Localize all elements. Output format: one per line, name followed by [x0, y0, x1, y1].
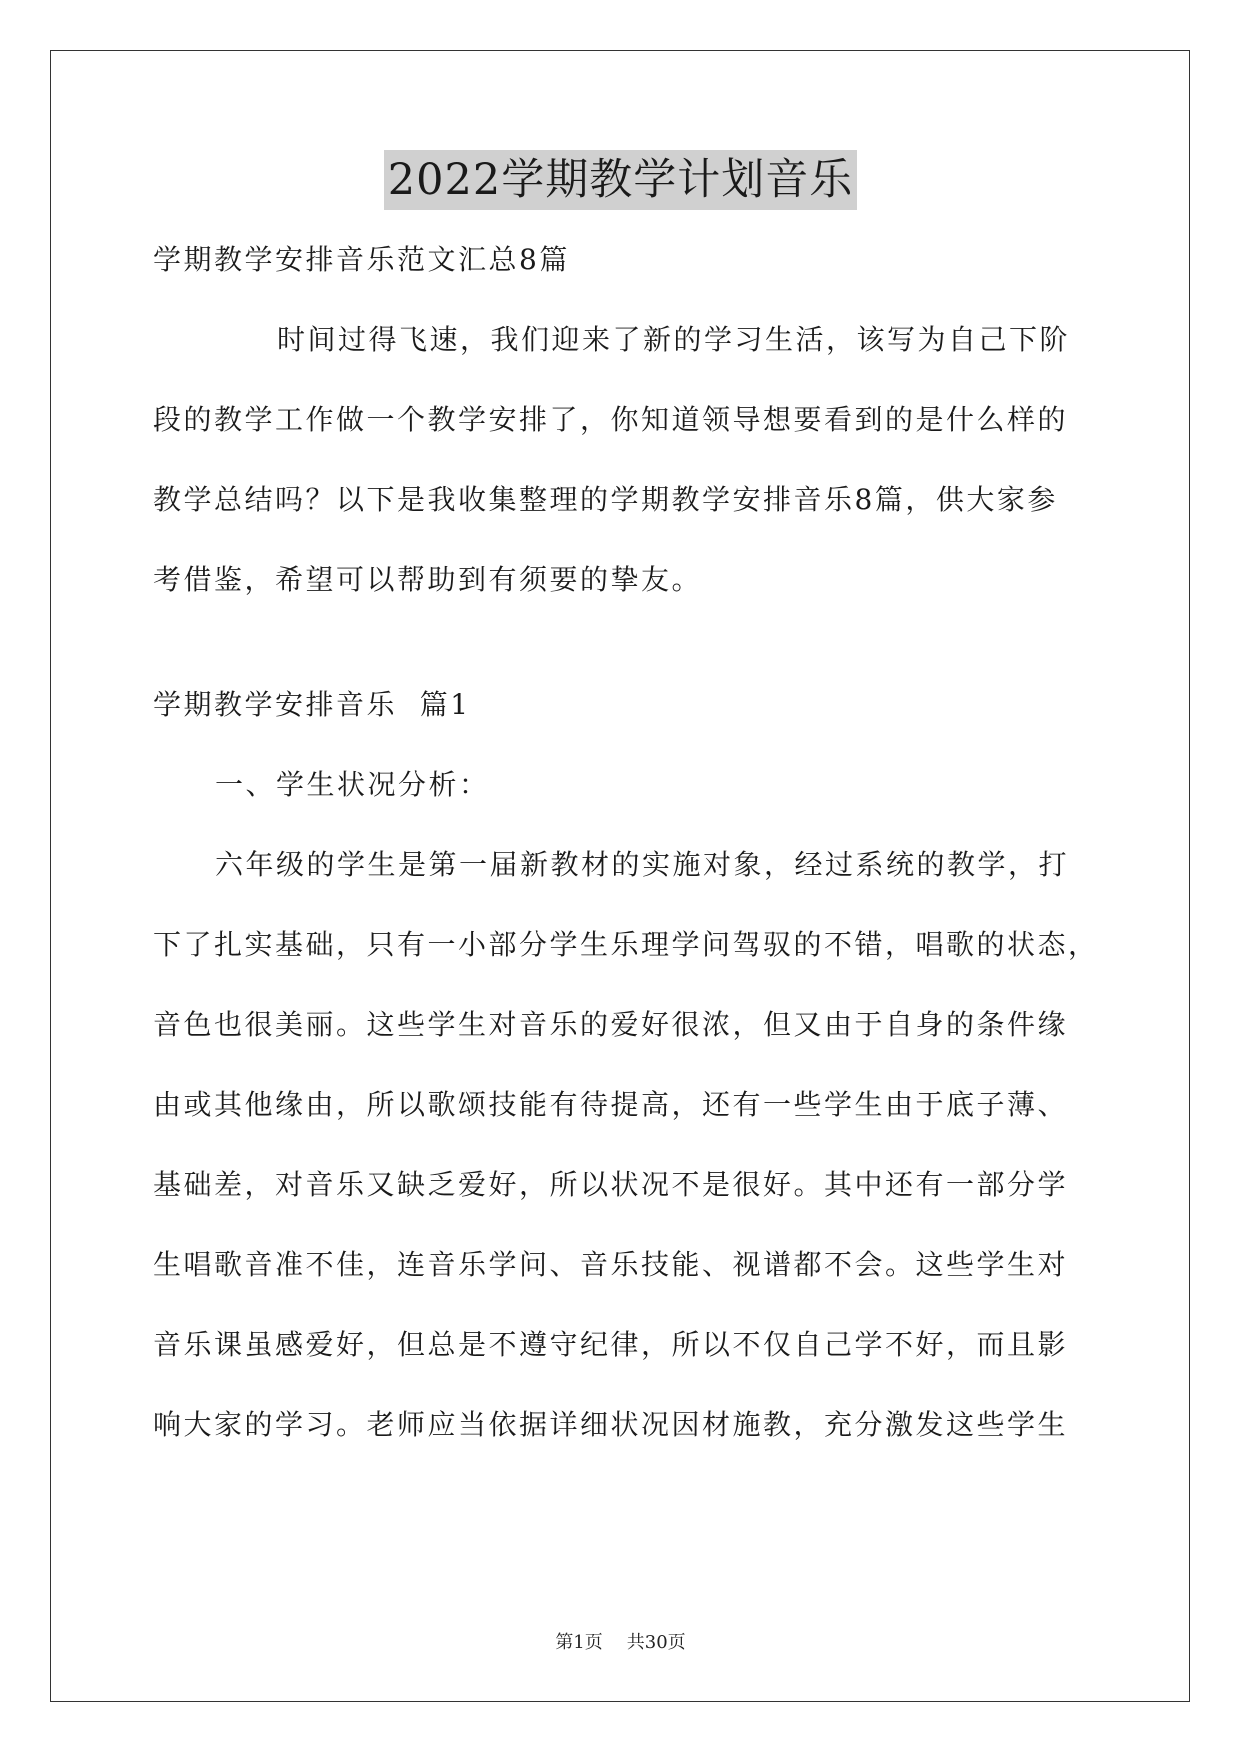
intro-paragraph-line: 考借鉴，希望可以帮助到有须要的挚友。	[153, 563, 703, 596]
intro-heading: 学期教学安排音乐范文汇总8篇	[153, 243, 570, 276]
page-footer	[0, 1628, 1241, 1654]
intro-paragraph-line: 段的教学工作做一个教学安排了，你知道领导想要看到的是什么样的	[153, 403, 1069, 436]
intro-paragraph-line: 教学总结吗？以下是我收集整理的学期教学安排音乐8篇，供大家参	[153, 483, 1058, 516]
body-paragraph-line: 由或其他缘由，所以歌颂技能有待提高，还有一些学生由于底子薄、	[153, 1088, 1069, 1121]
section-spacer	[153, 640, 1103, 685]
title-wrap	[0, 150, 1241, 210]
subheading: 一、学生状况分析：	[215, 768, 490, 801]
document-body	[153, 240, 1103, 1485]
section-heading: 学期教学安排音乐 篇1	[153, 688, 471, 721]
body-paragraph-line: 音色也很美丽。这些学生对音乐的爱好很浓，但又由于自身的条件缘	[153, 1008, 1069, 1041]
body-paragraph-line: 音乐课虽感爱好，但总是不遵守纪律，所以不仅自己学不好，而且影	[153, 1328, 1069, 1361]
intro-paragraph-line: 时间过得飞速，我们迎来了新的学习生活，该写为自己下阶	[277, 323, 1071, 356]
body-paragraph-line: 基础差，对音乐又缺乏爱好，所以状况不是很好。其中还有一部分学	[153, 1168, 1069, 1201]
body-paragraph-line: 六年级的学生是第一届新教材的实施对象，经过系统的教学，打	[215, 848, 1070, 881]
body-paragraph-line: 生唱歌音准不佳，连音乐学问、音乐技能、视谱都不会。这些学生对	[153, 1248, 1069, 1281]
body-paragraph-line: 下了扎实基础，只有一小部分学生乐理学问驾驭的不错，唱歌的状态，	[153, 928, 1099, 961]
document-title: 2022学期教学计划音乐	[384, 150, 857, 210]
page-number: 第1页	[555, 1632, 603, 1653]
body-paragraph-line: 响大家的学习。老师应当依据详细状况因材施教，充分激发这些学生	[153, 1408, 1069, 1441]
page-total: 共30页	[626, 1632, 686, 1653]
